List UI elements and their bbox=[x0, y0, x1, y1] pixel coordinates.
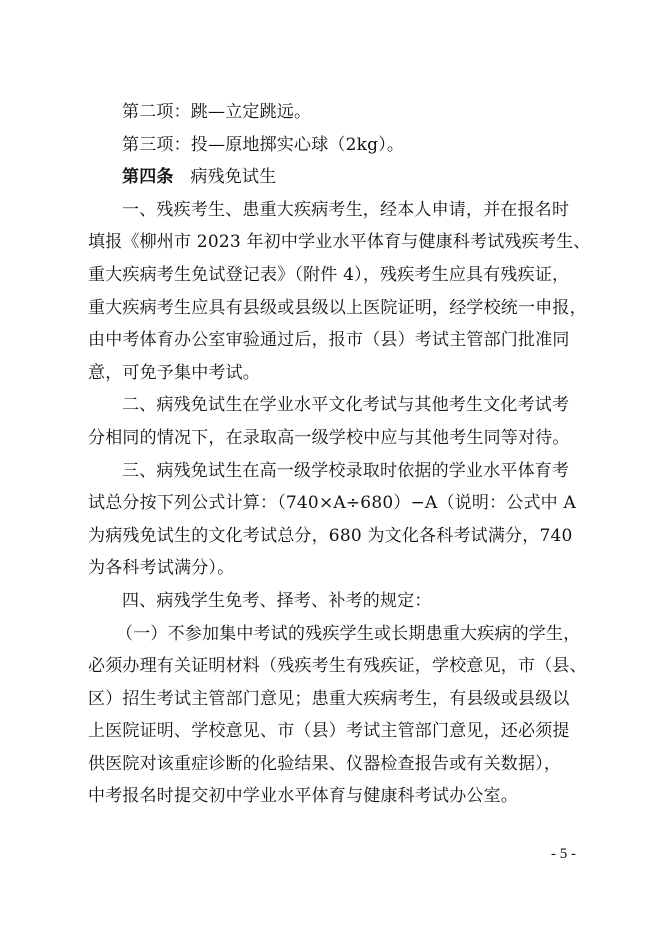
paragraph-line: 重大疾病考生应具有县级或县级以上医院证明，经学校统一申报， bbox=[88, 297, 587, 318]
item-jump: 第二项：跳—立定跳远。 bbox=[122, 102, 312, 122]
paragraph-line: 中考报名时提交初中学业水平体育与健康科考试办公室。 bbox=[88, 786, 518, 807]
paragraph-line: 填报《柳州市 2023 年初中学业水平体育与健康科考试残疾考生、 bbox=[88, 232, 591, 253]
page-number: - 5 - bbox=[551, 846, 576, 862]
paragraph-line: 由中考体育办公室审验通过后，报市（县）考试主管部门批准同 bbox=[88, 330, 570, 351]
paragraph-line: 为病残免试生的文化考试总分，680 为文化各科考试满分，740 bbox=[88, 525, 573, 546]
paragraph-line: 供医院对该重症诊断的化验结果、仪器检查报告或有关数据）， bbox=[88, 753, 562, 774]
article-number: 第四条 bbox=[122, 167, 174, 188]
paragraph-line: 二、病残免试生在学业水平文化考试与其他考生文化考试考 bbox=[122, 395, 570, 416]
article-heading bbox=[88, 161, 582, 194]
document-body bbox=[88, 96, 591, 813]
paragraph-line: 一、残疾考生、患重大疾病考生，经本人申请，并在报名时 bbox=[122, 199, 570, 220]
paragraph-line: 上医院证明、学校意见、市（县）考试主管部门意见，还必须提 bbox=[88, 721, 570, 742]
paragraph-line: 必须办理有关证明材料（残疾考生有残疾证，学校意见，市（县、 bbox=[88, 656, 587, 677]
article-title: 病残免试生 bbox=[190, 167, 277, 188]
item-throw: 第三项：投—原地掷实心球（2kg）。 bbox=[122, 134, 405, 155]
paragraph-line: 意，可免予集中考试。 bbox=[88, 362, 260, 383]
paragraph-line: 三、病残免试生在高一级学校录取时依据的学业水平体育考 bbox=[122, 460, 570, 481]
paragraph-line: 重大疾病考生免试登记表》（附件 4），残疾考生应具有残疾证， bbox=[88, 264, 570, 285]
paragraph-line: 为各科考试满分）。 bbox=[88, 558, 235, 579]
paragraph-line: （一）不参加集中考试的残疾学生或长期患重大疾病的学生， bbox=[116, 623, 581, 644]
paragraph-line: 区）招生考试主管部门意见；患重大疾病考生，有县级或县级以 bbox=[88, 688, 570, 709]
paragraph-line: 分相同的情况下，在录取高一级学校中应与其他考生同等对待。 bbox=[88, 427, 570, 448]
paragraph-line: 四、病残学生免考、择考、补考的规定： bbox=[122, 590, 432, 611]
paragraph-line: 试总分按下列公式计算：（740×A÷680）−A（说明：公式中 A bbox=[88, 493, 576, 514]
